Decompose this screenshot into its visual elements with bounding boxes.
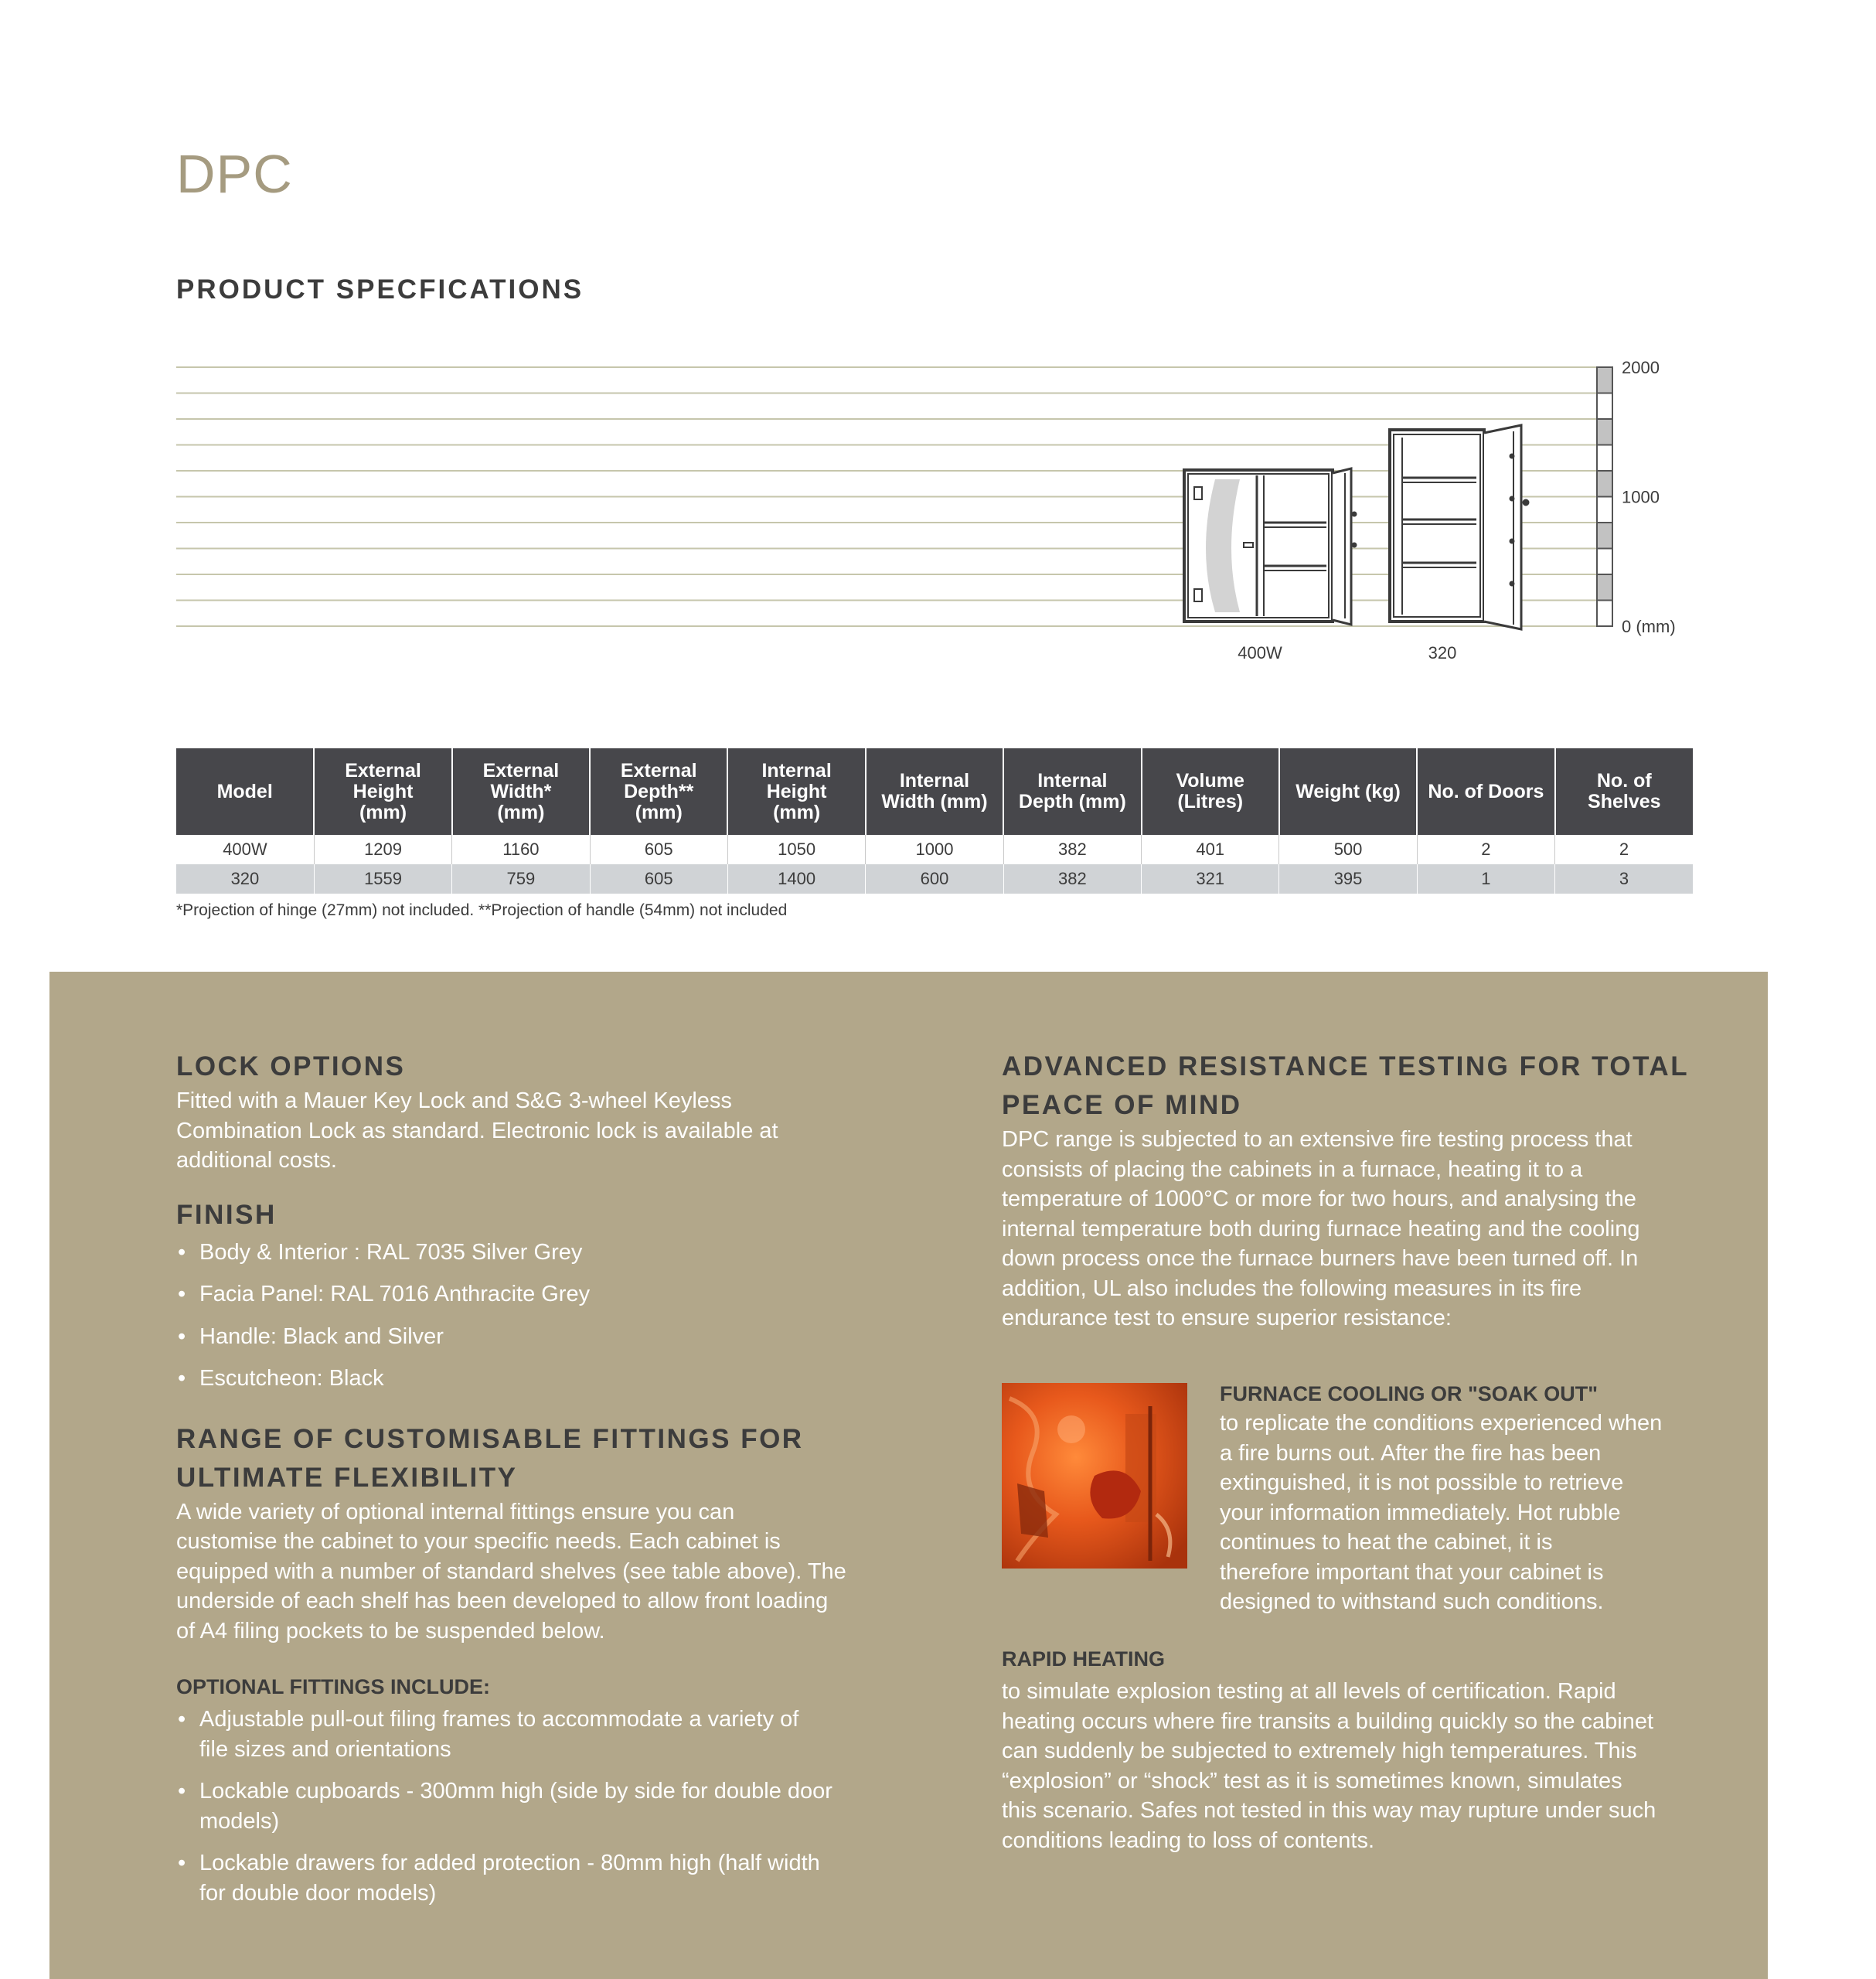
table-cell: 2 (1555, 835, 1693, 864)
scale-segment (1597, 471, 1612, 497)
optional-fittings-list (176, 1705, 887, 1908)
table-cell: 382 (1003, 864, 1141, 894)
column-header-line: Height (766, 780, 827, 802)
list-item-line: • Lockable cupboards - 300mm high (side by side for double door (199, 1779, 832, 1804)
testing-line: down process once the furnace burners have been turned off. In (1002, 1246, 1639, 1271)
column-header-line: Depth (mm) (1018, 791, 1126, 812)
column-header (727, 748, 865, 835)
y-tick-label: 1000 (1622, 487, 1660, 507)
table-header-row (176, 748, 1693, 835)
soak-out-section (1220, 1379, 1722, 1617)
spec-heading: PRODUCT SPECFICATIONS (176, 274, 584, 305)
fittings-heading-line: ULTIMATE FLEXIBILITY (176, 1462, 518, 1493)
soak-out-heading: FURNACE COOLING OR "SOAK OUT" (1220, 1382, 1599, 1405)
table-cell: 400W (223, 840, 267, 859)
column-header-line: Height (352, 780, 414, 802)
list-item: • Body & Interior : RAL 7035 Silver Grey (176, 1238, 887, 1268)
rapid-heating-line: heating occurs where fire transits a building quickly so the cabinet (1002, 1708, 1654, 1734)
column-header-line: Depth** (624, 780, 694, 802)
table-cell: 1559 (314, 864, 451, 894)
column-header-line: Width* (490, 780, 552, 802)
fittings-line: equipped with a number of standard shelves (see table above). The (176, 1558, 846, 1584)
testing-text (1002, 1125, 1744, 1334)
brand-title: DPC (176, 144, 293, 204)
column-header-line: Model (216, 780, 273, 802)
testing-line: endurance test to ensure superior resistance: (1002, 1306, 1452, 1330)
column-header (866, 748, 1003, 835)
column-header-line: (Litres) (1177, 791, 1244, 812)
scale-segment (1597, 497, 1612, 523)
right-column (1002, 1047, 1744, 1334)
scale-segment (1597, 601, 1612, 627)
column-header-line: Width (mm) (881, 791, 988, 812)
fittings-line: underside of each shelf has been developed to allow front loading (176, 1589, 829, 1613)
column-header (452, 748, 590, 835)
table-cell: 1209 (314, 835, 451, 864)
rapid-heating-heading: RAPID HEATING (1002, 1647, 1166, 1671)
column-header-line: Weight (kg) (1295, 780, 1401, 802)
column-header (176, 748, 314, 835)
lock-options-heading: LOCK OPTIONS (176, 1051, 406, 1081)
fittings-line: customise the cabinet to your specific needs. Each cabinet is (176, 1529, 781, 1554)
rapid-heating-text (1002, 1677, 1744, 1855)
fittings-text (176, 1497, 887, 1647)
soak-out-text (1220, 1408, 1722, 1617)
column-header-line: External (620, 759, 697, 782)
info-panel (49, 972, 1768, 1979)
soak-out-line: designed to withstand such conditions. (1220, 1589, 1604, 1614)
soak-out-line: continues to heat the cabinet, it is (1220, 1530, 1553, 1555)
table-cell: 1050 (727, 835, 865, 864)
testing-line: temperature of 1000°C or more for two hours, and analysing the (1002, 1187, 1636, 1211)
height-scale-diagram (0, 0, 1876, 696)
table-cell: 1000 (866, 835, 1003, 864)
column-header-line: Internal (761, 759, 832, 782)
rapid-heating-line: conditions leading to loss of contents. (1002, 1827, 1375, 1853)
column-header-line: External (482, 759, 560, 782)
table-cell: 382 (1003, 835, 1141, 864)
fittings-line: A wide variety of optional internal fittings ensure you can (176, 1499, 735, 1524)
column-header-line: Internal (899, 770, 970, 792)
cabinet-400w-drawing (1184, 468, 1357, 625)
rapid-heating-line: to simulate explosion testing at all levels of certification. Rapid (1002, 1679, 1616, 1704)
testing-line: DPC range is subjected to an extensive fire testing process that (1002, 1127, 1633, 1152)
column-header (1555, 748, 1693, 835)
table-row (176, 835, 1693, 864)
table-cell: 320 (176, 864, 314, 894)
list-item-line: models) (199, 1808, 280, 1834)
table-cell: 1160 (452, 835, 590, 864)
fittings-line: of A4 filing pockets to be suspended below. (176, 1618, 605, 1643)
column-header (1003, 748, 1141, 835)
list-item: • Facia Panel: RAL 7016 Anthracite Grey (176, 1279, 887, 1310)
left-column (176, 1047, 887, 1908)
table-cell: 759 (452, 864, 590, 894)
soak-out-line: to replicate the conditions experienced when (1220, 1411, 1663, 1436)
column-header (314, 748, 451, 835)
scale-segment (1597, 445, 1612, 472)
list-item (176, 1848, 887, 1908)
rapid-heating-line: can suddenly be subjected to extremely high temperatures. This (1002, 1739, 1637, 1763)
testing-line: internal temperature both during furnace heating and the cooling (1002, 1216, 1640, 1242)
table-cell: 1 (1417, 864, 1554, 894)
table-cell: 605 (590, 864, 727, 894)
furnace-fire-photo (1002, 1383, 1187, 1569)
fittings-heading (176, 1420, 887, 1497)
y-tick-label: 2000 (1622, 358, 1660, 377)
scale-segment (1597, 419, 1612, 445)
table-cell: 605 (590, 835, 727, 864)
table-cell: 2 (1417, 835, 1554, 864)
column-header (1142, 748, 1279, 835)
scale-segment (1597, 367, 1612, 393)
soak-out-line: therefore important that your cabinet is (1220, 1559, 1604, 1585)
soak-out-line: a fire burns out. After the fire has been (1220, 1440, 1602, 1466)
column-header-line: Internal (1037, 770, 1108, 792)
spec-table (176, 748, 1693, 894)
optional-fittings-heading: OPTIONAL FITTINGS INCLUDE: (176, 1675, 490, 1698)
y-tick-label: 0 (mm) (1622, 617, 1676, 636)
table-cell: 401 (1142, 835, 1279, 864)
testing-heading-line: PEACE OF MIND (1002, 1090, 1242, 1120)
finish-list (176, 1238, 887, 1394)
list-item (176, 1776, 887, 1836)
column-header-line: (mm) (359, 801, 407, 823)
product-label-320: 320 (1428, 643, 1457, 663)
table-cell: 3 (1555, 864, 1693, 894)
list-item-line: for double door models) (199, 1880, 437, 1906)
testing-line: consists of placing the cabinets in a furnace, heating it to a (1002, 1156, 1583, 1182)
rapid-heating-section (1002, 1644, 1744, 1855)
table-cell: 321 (1142, 864, 1279, 894)
testing-heading-line: ADVANCED RESISTANCE TESTING FOR TOTAL (1002, 1051, 1690, 1081)
lock-options-line: additional costs. (176, 1148, 337, 1173)
list-item (176, 1705, 887, 1764)
list-item-line: file sizes and orientations (199, 1736, 451, 1762)
column-header-line: Volume (1176, 770, 1244, 792)
lock-options-line: Fitted with a Mauer Key Lock and S&G 3-wheel Keyless (176, 1088, 732, 1113)
column-header-line: (mm) (635, 801, 683, 823)
column-header-line: No. of (1596, 770, 1652, 792)
table-footnote: *Projection of hinge (27mm) not included. **Projection of handle (54mm) not included (176, 901, 788, 919)
list-item-line: • Adjustable pull-out filing frames to accommodate a variety of (199, 1707, 799, 1732)
scale-segment (1597, 574, 1612, 601)
product-label-400w: 400W (1238, 643, 1282, 663)
column-header-line: (mm) (497, 801, 545, 823)
column-header (590, 748, 727, 835)
soak-out-line: your information immediately. Hot rubble (1220, 1500, 1621, 1525)
scale-segment (1597, 549, 1612, 575)
testing-heading (1002, 1047, 1744, 1125)
list-item: • Handle: Black and Silver (176, 1322, 887, 1352)
table-cell: 395 (1279, 864, 1417, 894)
list-item: • Escutcheon: Black (176, 1364, 887, 1394)
finish-heading: FINISH (176, 1199, 277, 1230)
testing-line: addition, UL also includes the following measures in its fire (1002, 1276, 1582, 1301)
table-cell: 600 (866, 864, 1003, 894)
column-header-line: Shelves (1588, 791, 1661, 812)
table-cell: 500 (1279, 835, 1417, 864)
table-cell: 1400 (727, 864, 865, 894)
rapid-heating-line: this scenario. Safes not tested in this way may rupture under such (1002, 1798, 1656, 1823)
fittings-heading-line: RANGE OF CUSTOMISABLE FITTINGS FOR (176, 1423, 804, 1454)
column-header-line: (mm) (773, 801, 821, 823)
cabinet-320-drawing (1390, 425, 1529, 629)
lock-options-line: Combination Lock as standard. Electronic lock is available at (176, 1118, 778, 1143)
scale-segment (1597, 393, 1612, 420)
table-row (176, 864, 1693, 894)
rapid-heating-line: “explosion” or “shock” test as it is sometimes known, simulates (1002, 1768, 1622, 1793)
column-header-line: External (345, 759, 421, 782)
list-item-line: • Lockable drawers for added protection - 80mm high (half width (199, 1851, 820, 1875)
scale-segment (1597, 523, 1612, 549)
column-header (1417, 748, 1554, 835)
lock-options-text (176, 1086, 887, 1176)
column-header (1279, 748, 1417, 835)
column-header-line: No. of Doors (1428, 780, 1544, 802)
soak-out-line: extinguished, it is not possible to retrieve (1220, 1470, 1624, 1495)
